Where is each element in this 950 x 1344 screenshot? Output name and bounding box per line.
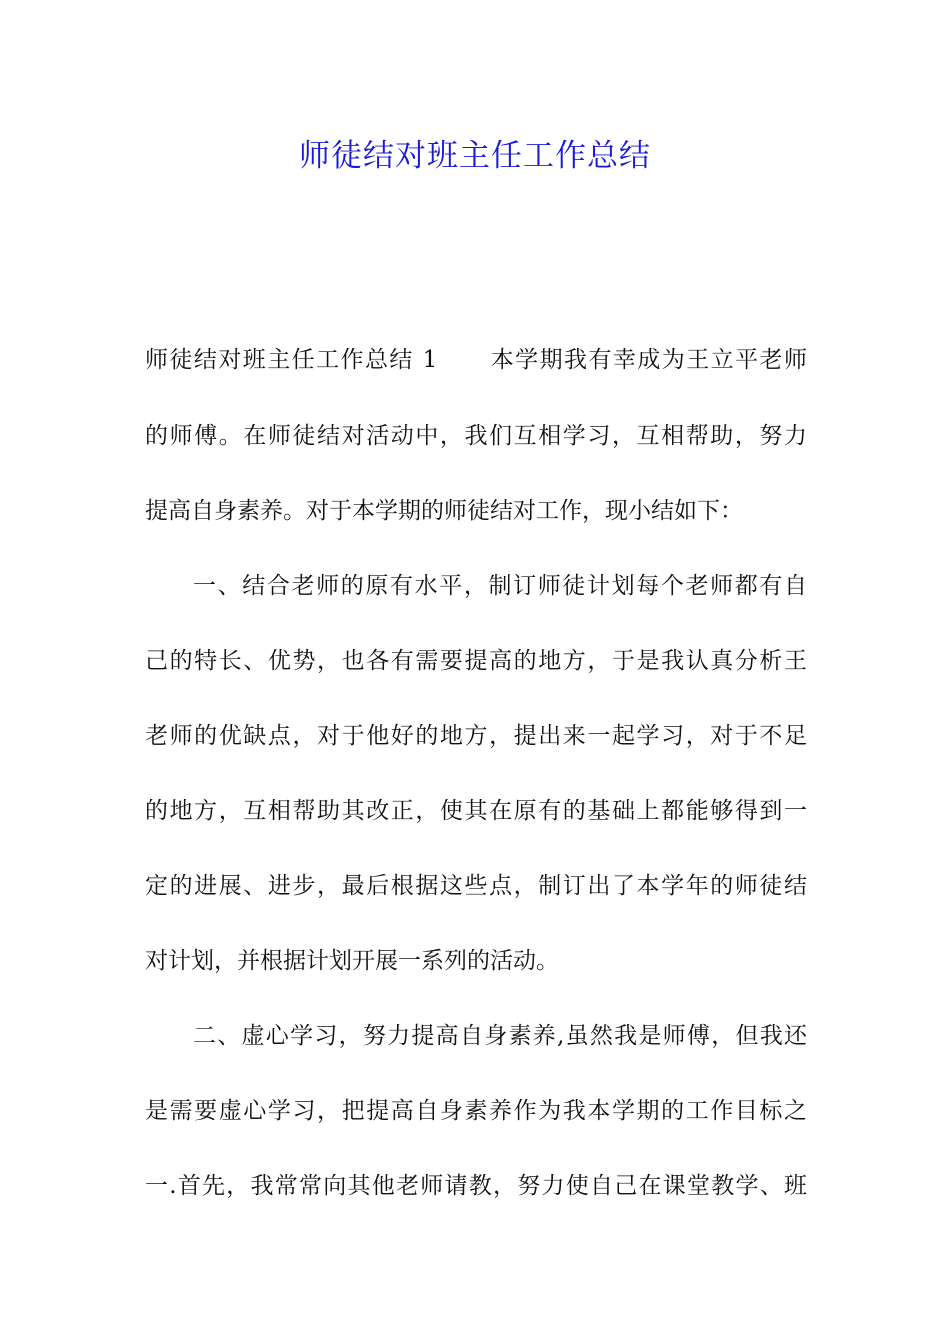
- section-heading: 师徒结对班主任工作总结 1: [145, 347, 438, 373]
- body-line: 提高自身素养。对于本学期的师徒结对工作，现小结如下：: [145, 498, 743, 524]
- body-line: 二、虚心学习，努力提高自身素养,虽然我是师傅，但我还: [193, 1023, 807, 1049]
- body-line: 对计划，并根据计划开展一系列的活动。: [145, 948, 559, 974]
- body-line: [145, 345, 807, 375]
- body-line: 的师傅。在师徒结对活动中，我们互相学习，互相帮助，努力: [145, 423, 807, 449]
- body-line: 定的进展、进步，最后根据这些点，制订出了本学年的师徒结: [145, 873, 807, 899]
- body-text: 本学期我有幸成为王立平老师: [489, 347, 807, 373]
- body-line: 老师的优缺点，对于他好的地方，提出来一起学习，对于不足: [145, 723, 807, 749]
- body-line: 己的特长、优势，也各有需要提高的地方，于是我认真分析王: [145, 648, 807, 674]
- body-line: 一.首先，我常常向其他老师请教，努力使自己在课堂教学、班: [145, 1173, 807, 1199]
- body-line: 是需要虚心学习，把提高自身素养作为我本学期的工作目标之: [145, 1098, 807, 1124]
- body-line: 的地方，互相帮助其改正，使其在原有的基础上都能够得到一: [145, 798, 807, 824]
- page-title: 师徒结对班主任工作总结: [299, 138, 651, 174]
- body-line: 一、结合老师的原有水平，制订师徒计划每个老师都有自: [193, 573, 807, 599]
